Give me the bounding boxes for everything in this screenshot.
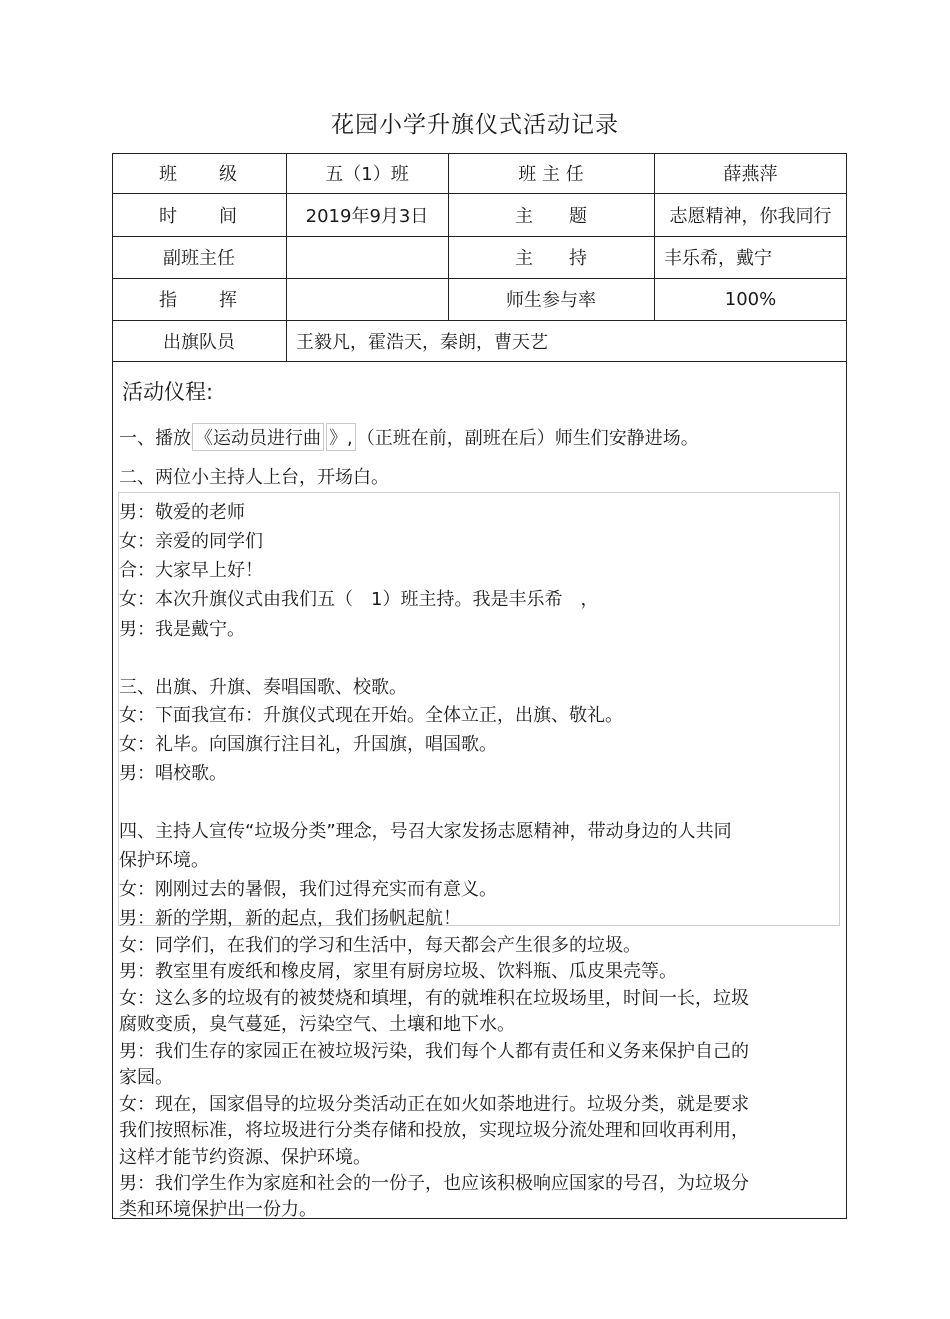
script-line: 类和环境保护出一份力。 xyxy=(119,1199,317,1220)
class-label: 班 级 xyxy=(159,164,239,185)
script-line: 男：我是戴宁。 xyxy=(119,619,245,640)
script-line: 四、主持人宣传“垃圾分类”理念，号召大家发扬志愿精神，带动身边的人共同 xyxy=(119,821,732,842)
conductor-label: 指 挥 xyxy=(159,290,239,311)
row-divider xyxy=(112,361,847,362)
time-label: 时 间 xyxy=(159,205,239,227)
host-value: 丰乐希，戴宁 xyxy=(664,248,772,269)
vice-teacher-label: 副班主任 xyxy=(163,248,235,269)
procedure-heading: 活动仪程: xyxy=(122,380,214,404)
script-line: 我们按照标准，将垃圾进行分类存储和投放，实现垃圾分流处理和回收再利用， xyxy=(119,1120,749,1141)
script-line: 女：下面我宣布：升旗仪式现在开始。全体立正，出旗、敬礼。 xyxy=(119,705,623,726)
host-label: 主 持 xyxy=(515,248,587,269)
script-line: 男：教室里有废纸和橡皮屑，家里有厨房垃圾、饮料瓶、瓜皮果壳等。 xyxy=(119,961,677,982)
theme-value: 志愿精神，你我同行 xyxy=(669,205,832,227)
flag-team-label: 出旗队员 xyxy=(163,331,235,353)
script-line: 合：大家早上好！ xyxy=(119,560,263,581)
script-line: 男：我们学生作为家庭和社会的一份子，也应该积极响应国家的号召，为垃圾分 xyxy=(119,1173,749,1194)
participation-rate-label: 师生参与率 xyxy=(506,290,596,311)
script-line: 男：唱校歌。 xyxy=(119,763,227,784)
time-value: 2019年9月3日 xyxy=(305,205,429,227)
participation-rate-value: 100% xyxy=(724,288,777,310)
script-line: 腐败变质，臭气蔓延，污染空气、土壤和地下水。 xyxy=(119,1014,515,1035)
procedure-step-1 xyxy=(119,423,699,451)
script-line: 男：新的学期，新的起点，我们扬帆起航！ xyxy=(119,908,461,929)
class-value: 五（1）班 xyxy=(325,164,409,185)
script-line: 女：刚刚过去的暑假，我们过得充实而有意义。 xyxy=(119,879,497,900)
step1-suffix: （正班在前，副班在后）师生们安静进场。 xyxy=(356,428,699,449)
page-title: 花园小学升旗仪式活动记录 xyxy=(331,112,619,138)
script-line: 家园。 xyxy=(119,1067,173,1088)
script-line: 女：现在，国家倡导的垃圾分类活动正在如火如荼地进行。垃圾分类，就是要求 xyxy=(119,1094,749,1115)
script-line: 女：礼毕。向国旗行注目礼，升国旗，唱国歌。 xyxy=(119,734,497,755)
teacher-value: 薛燕萍 xyxy=(723,164,778,185)
script-line: 这样才能节约资源、保护环境。 xyxy=(119,1147,371,1168)
procedure-step-2: 二、两位小主持人上台，开场白。 xyxy=(119,467,389,488)
script-line: 保护环境。 xyxy=(119,850,209,871)
teacher-label: 班 主 任 xyxy=(518,164,584,185)
song-title: 《运动员进行曲 xyxy=(192,423,324,451)
script-line: 三、出旗、升旗、奏唱国歌、校歌。 xyxy=(119,677,407,698)
script-line: 女：这么多的垃圾有的被焚烧和填埋，有的就堆积在垃圾场里，时间一长，垃圾 xyxy=(119,988,749,1009)
song-title-close: 》, xyxy=(326,423,356,451)
theme-label: 主 题 xyxy=(515,205,587,227)
conductor-value xyxy=(286,278,448,320)
vice-teacher-value xyxy=(286,236,448,278)
flag-team-value: 王毅凡，霍浩天，秦朗，曹天艺 xyxy=(296,331,548,353)
script-line: 男：敬爱的老师 xyxy=(119,502,245,523)
script-line: 女：同学们，在我们的学习和生活中，每天都会产生很多的垃圾。 xyxy=(119,935,641,956)
script-line: 男：我们生存的家园正在被垃圾污染，我们每个人都有责任和义务来保护自己的 xyxy=(119,1041,749,1062)
step1-prefix: 一、播放 xyxy=(119,428,191,449)
script-line: 女：亲爱的同学们 xyxy=(119,531,263,552)
script-line: 女：本次升旗仪式由我们五（ 1）班主持。我是丰乐希 ， xyxy=(119,589,599,610)
